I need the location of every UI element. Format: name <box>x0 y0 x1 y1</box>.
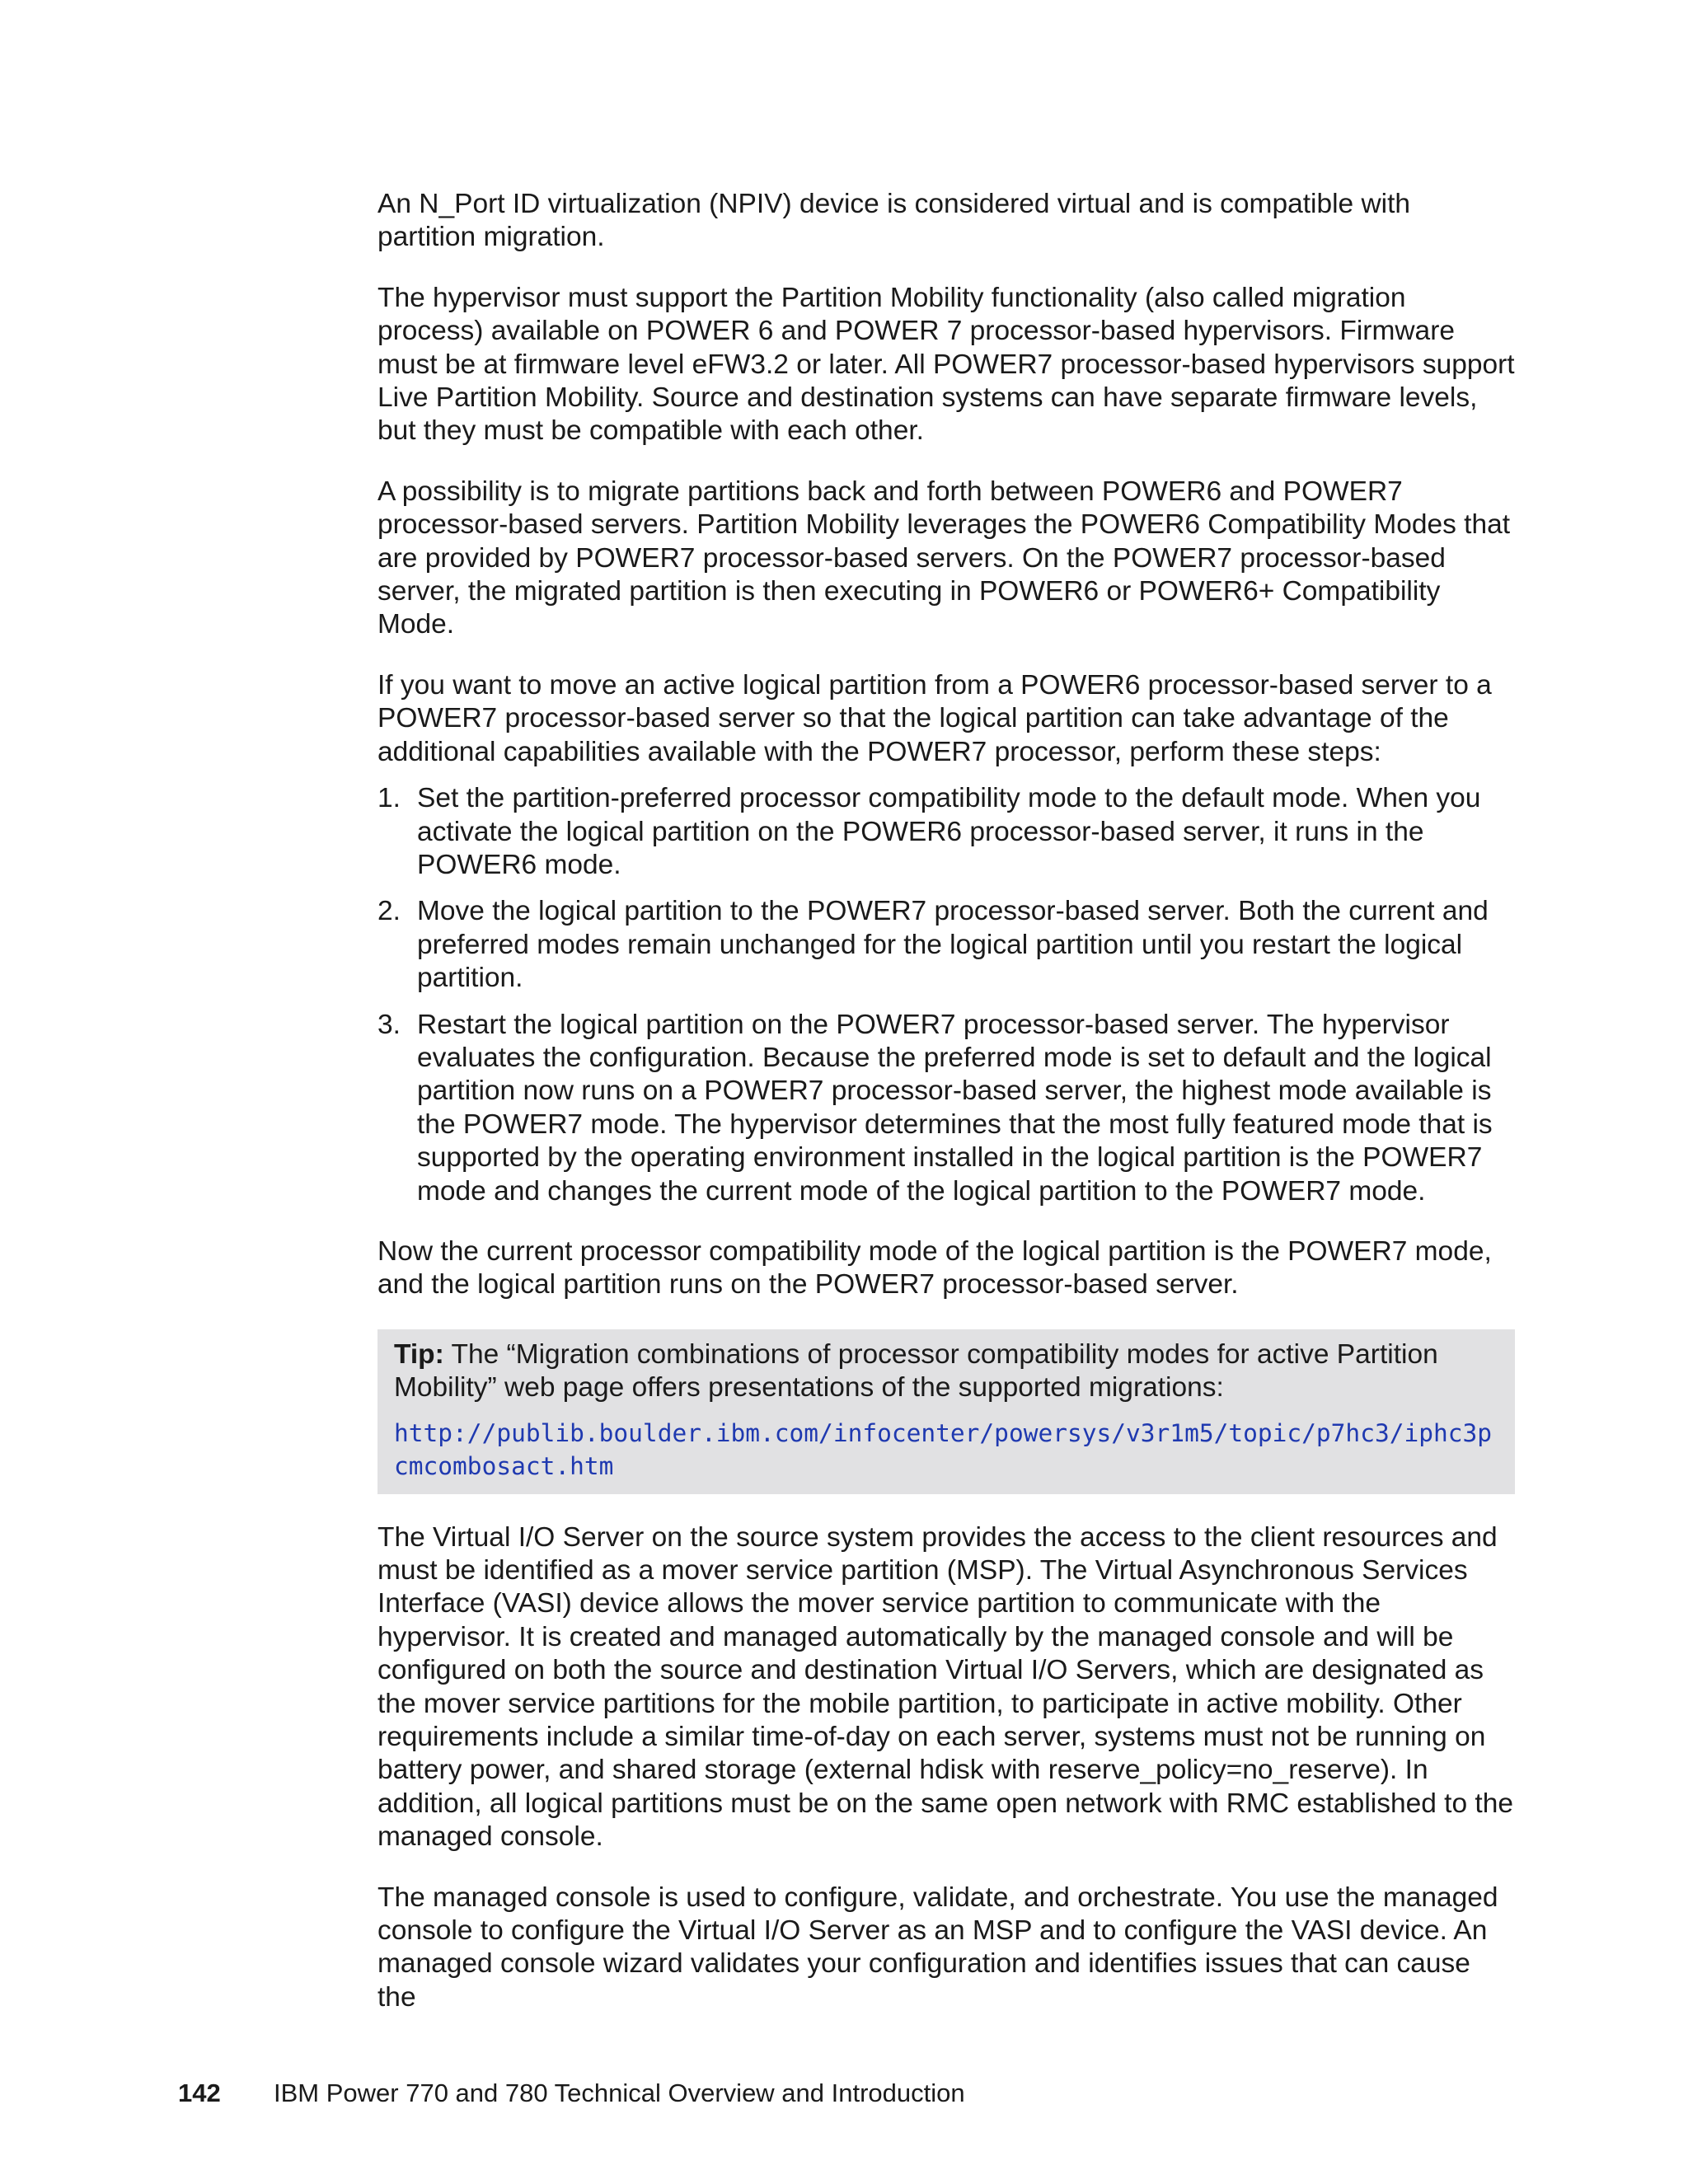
step-text: Restart the logical partition on the POWER7 processor-based server. The hypervisor evaluates the configuration. Because the preferred mode is set to default and the logical partition now runs on a POWER7 processor-based server, the highest mode available is the POWER7 mode. The hypervisor determines that the most fully featured mode that is supported by the operating environment installed in the logical partition is the POWER7 mode and changes the current mode of the logical partition to the POWER7 mode. <box>417 1009 1493 1207</box>
tip-box <box>377 1329 1515 1494</box>
tip-title: Tip: <box>394 1338 444 1370</box>
page-number: 142 <box>178 2079 221 2107</box>
step-number: 2. <box>377 896 401 927</box>
list-item <box>377 895 1515 995</box>
paragraph-npiv: An N_Port ID virtualization (NPIV) device is considered virtual and is compatible with partition migration. <box>377 189 1411 253</box>
book-title: IBM Power 770 and 780 Technical Overview and Introduction <box>274 2079 965 2107</box>
tip-url-link[interactable]: http://publib.boulder.ibm.com/infocenter/powersys/v3r1m5/topic/p7hc3/iphc3pcmcombosact.htm <box>394 1418 1493 1480</box>
paragraph-migration-possibility: A possibility is to migrate partitions back and forth between POWER6 and POWER7 processor-based servers. Partition Mobility leverages the POWER6 Compatibility Modes that are provided by POWER7 processor-based servers. On the POWER7 processor-based server, the migrated partition is then executing in POWER6 or POWER6+ Compatibility Mode. <box>377 476 1511 640</box>
paragraph-vios-msp: The Virtual I/O Server on the source system provides the access to the client resources and must be identified as a mover service partition (MSP). The Virtual Asynchronous Services Interface (VASI) device allows the mover service partition to communicate with the hypervisor. It is created and managed automatically by the managed console and will be configured on both the source and destination Virtual I/O Servers, which are designated as the mover service partitions for the mobile partition, to participate in active mobility. Other requirements include a similar time-of-day on each server, systems must not be running on battery power, and shared storage (external hdisk with reserve_policy=no_reserve). In addition, all logical partitions must be on the same open network with RMC established to the managed console. <box>377 1521 1513 1853</box>
page-footer <box>178 2077 965 2110</box>
step-number: 1. <box>377 783 401 814</box>
paragraph-steps-intro: If you want to move an active logical partition from a POWER6 processor-based server to a POWER7 processor-based server so that the logical partition can take advantage of the additional capabilities available with the POWER7 processor, perform these steps: <box>377 669 1492 767</box>
list-item <box>377 782 1515 882</box>
step-number: 3. <box>377 1009 401 1040</box>
page-body <box>377 188 1515 2041</box>
paragraph-managed-console: The managed console is used to configure, validate, and orchestrate. You use the managed console to configure the Virtual I/O Server as an MSP and to configure the VASI device. An managed console wizard validates your configuration and identifies issues that can cause the <box>377 1882 1498 2013</box>
paragraph-hypervisor: The hypervisor must support the Partition Mobility functionality (also called migration process) available on POWER 6 and POWER 7 processor-based hypervisors. Firmware must be at firmware level eFW3.2 or later. All POWER7 processor-based hypervisors support Live Partition Mobility. Source and destination systems can have separate firmware levels, but they must be compatible with each other. <box>377 282 1515 447</box>
step-text: Set the partition-preferred processor compatibility mode to the default mode. When you activate the logical partition on the POWER6 processor-based server, it runs in the POWER6 mode. <box>417 783 1481 880</box>
paragraph-result: Now the current processor compatibility mode of the logical partition is the POWER7 mode, and the logical partition runs on the POWER7 processor-based server. <box>377 1235 1492 1301</box>
steps-list <box>377 782 1515 1208</box>
tip-text: The “Migration combinations of processor compatibility modes for active Partition Mobility” web page offers presentations of the supported migrations: <box>394 1338 1438 1404</box>
list-item <box>377 1009 1515 1208</box>
step-text: Move the logical partition to the POWER7 processor-based server. Both the current and preferred modes remain unchanged for the logical partition until you restart the logical partition. <box>417 896 1489 994</box>
tip-paragraph <box>394 1338 1498 1405</box>
